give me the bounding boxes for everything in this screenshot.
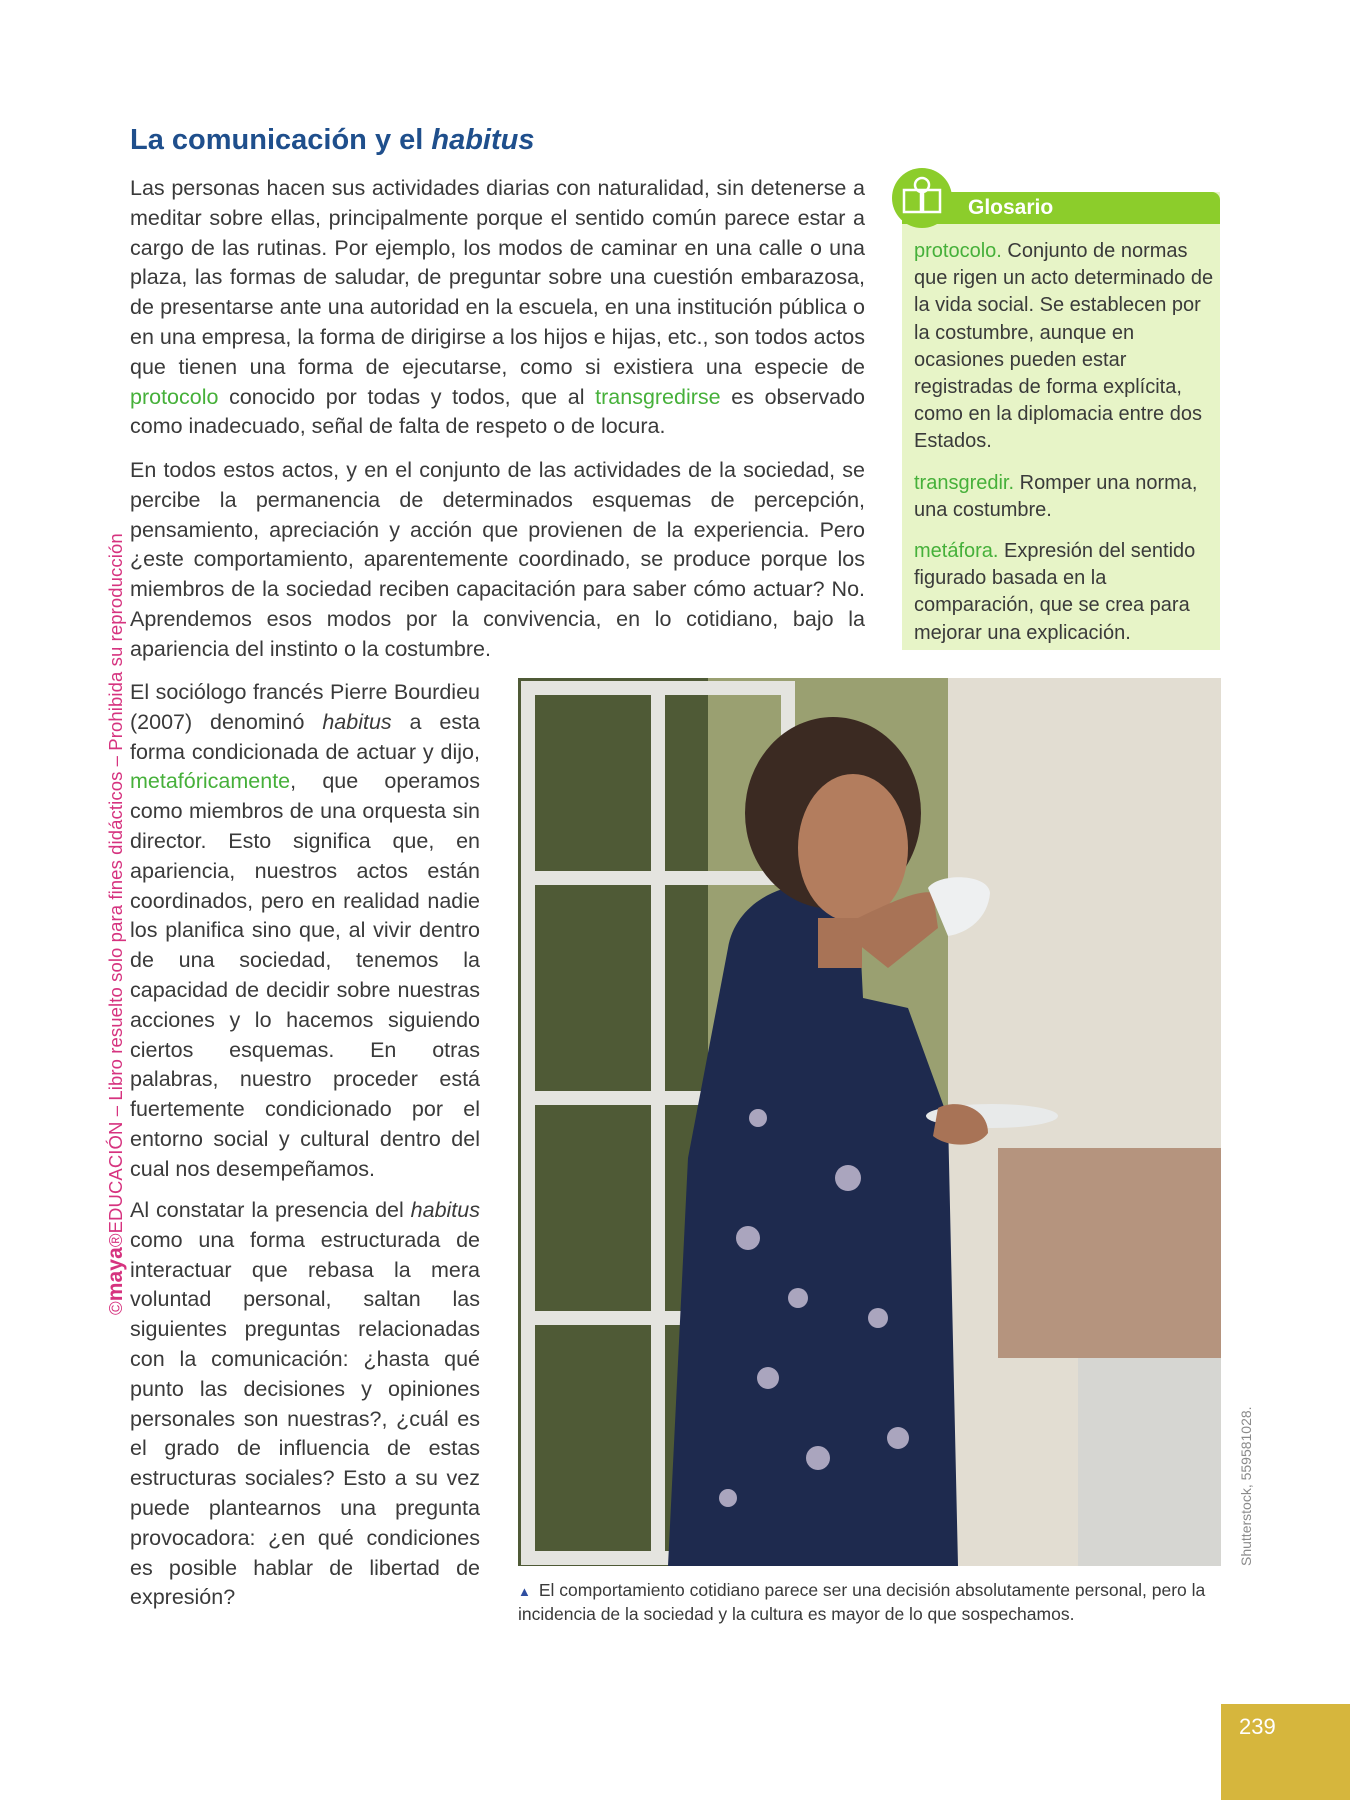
photo-credit: Shutterstock, 559581028. [1238, 1406, 1254, 1566]
section-title [130, 124, 535, 157]
woman-drinking-coffee-photo [518, 678, 1221, 1566]
photo-caption [518, 1579, 1218, 1626]
p4-text-b: como una forma estructurada de interactuar que rebasa la mera voluntad personal, saltan las siguientes preguntas relacionadas con la comunicación: ¿hasta qué punto las decisiones y opiniones personales son nuestras?, ¿cuál es el grado de influencia de estas estructuras sociales? Esto a su vez puede plantearnos una pregunta provocadora: ¿en qué condiciones es posible hablar de libertad de expresión? [130, 1227, 480, 1610]
glossary-definition: Expresión del sentido figurado basada en la comparación, que se crea para mejorar una explicación. [914, 540, 1196, 644]
copyright-symbol: © [105, 1301, 126, 1315]
term-metaforicamente-link[interactable]: metafóricamente [130, 769, 291, 794]
glossary-term: metáfora. [914, 540, 999, 563]
p3-text-a: El sociólogo francés Pierre Bourdieu (2007) denominó [130, 680, 480, 734]
glossary-term: transgredir. [914, 471, 1015, 494]
p1-text-c: es observado como inadecuado, señal de falta de respeto o de locura. [130, 384, 865, 439]
term-transgredirse-link[interactable]: transgredirse [595, 384, 721, 409]
paragraph-4 [130, 1196, 480, 1613]
p4-italic-habitus: habitus [410, 1198, 480, 1222]
paragraph-2: En todos estos actos, y en el conjunto de las actividades de la sociedad, se percibe la permanencia de determinados esquemas de percepción, pensamiento, apreciación y acción que provienen de la experiencia. Pero ¿este comportamiento, aparentemente coordinado, se produce porque los miembros de la sociedad reciben capacitación para saber cómo actuar? No. Aprendemos esos modos por la convivencia, en lo cotidiano, bajo la apariencia del instinto o la costumbre. [130, 458, 865, 661]
caption-text: El comportamiento cotidiano parece ser una decisión absolutamente personal, pero la incidencia de la sociedad y la cultura es mayor de lo que sospechamos. [518, 1580, 1206, 1624]
p1-text-b: conocido por todas y todos, que al [218, 384, 596, 409]
notice-text: ®EDUCACIÓN – Libro resuelto solo para fines didácticos – Prohibida su reproducción [105, 533, 126, 1248]
p1-text-a: Las personas hacen sus actividades diarias con naturalidad, sin detenerse a meditar sobre ellas, principalmente porque el sentido común parece estar a cargo de las rutinas. Por ejemplo, los modos de caminar en una calle o una plaza, las formas de saludar, de preguntar sobre una cuestión embarazosa, de presentarse ante una autoridad en la escuela, en una institución pública o en una empresa, la forma de dirigirse a los hijos e hijas, etc., son todos actos que tienen una forma de ejecutarse, como si existiera una especie de [130, 176, 865, 379]
glossary-entry [914, 470, 1214, 524]
glossary-title: Glosario [968, 196, 1054, 219]
book-search-icon [892, 168, 952, 228]
glossary-definition: Conjunto de normas que rigen un acto determinado de la vida social. Se establecen por la costumbre, aunque en ocasiones pueden estar registradas de forma explícita, como en la diplomacia entre dos Estados. [914, 240, 1214, 453]
glossary-list [914, 238, 1214, 661]
copyright-notice [104, 533, 128, 1315]
p3-text-b: a esta forma condicionada de actuar y dijo, [130, 709, 481, 764]
glossary-entry [914, 538, 1214, 647]
title-text: La comunicación y el [130, 124, 432, 156]
glossary-entry [914, 238, 1214, 456]
paragraph-1 [130, 174, 865, 442]
p4-text-a: Al constatar la presencia del [130, 1198, 411, 1222]
page-number: 239 [1239, 1714, 1276, 1739]
glossary-term: protocolo. [914, 240, 1002, 262]
title-italic: habitus [431, 124, 535, 156]
glossary-definition: Romper una norma, una costumbre. [914, 471, 1198, 521]
brand-name: maya [104, 1247, 127, 1302]
term-protocolo-link[interactable]: protocolo [130, 384, 219, 409]
triangle-icon: ▲ [518, 1584, 531, 1599]
p3-text-c: , que operamos como miembros de una orquesta sin director. Esto significa que, en apariencia, nuestros actos están coordinados, pero en realidad nadie los planifica sino que, al vivir dentro de una sociedad, tenemos la capacidad de decidir sobre nuestras acciones y lo hacemos siguiendo ciertos esquemas. En otras palabras, nuestro proceder está fuertemente condicionado por el entorno social y cultural dentro del cual nos desempeñamos. [130, 769, 480, 1181]
paragraph-3 [130, 678, 480, 1185]
page-number-box [1221, 1704, 1350, 1800]
p3-italic-habitus: habitus [322, 709, 392, 734]
